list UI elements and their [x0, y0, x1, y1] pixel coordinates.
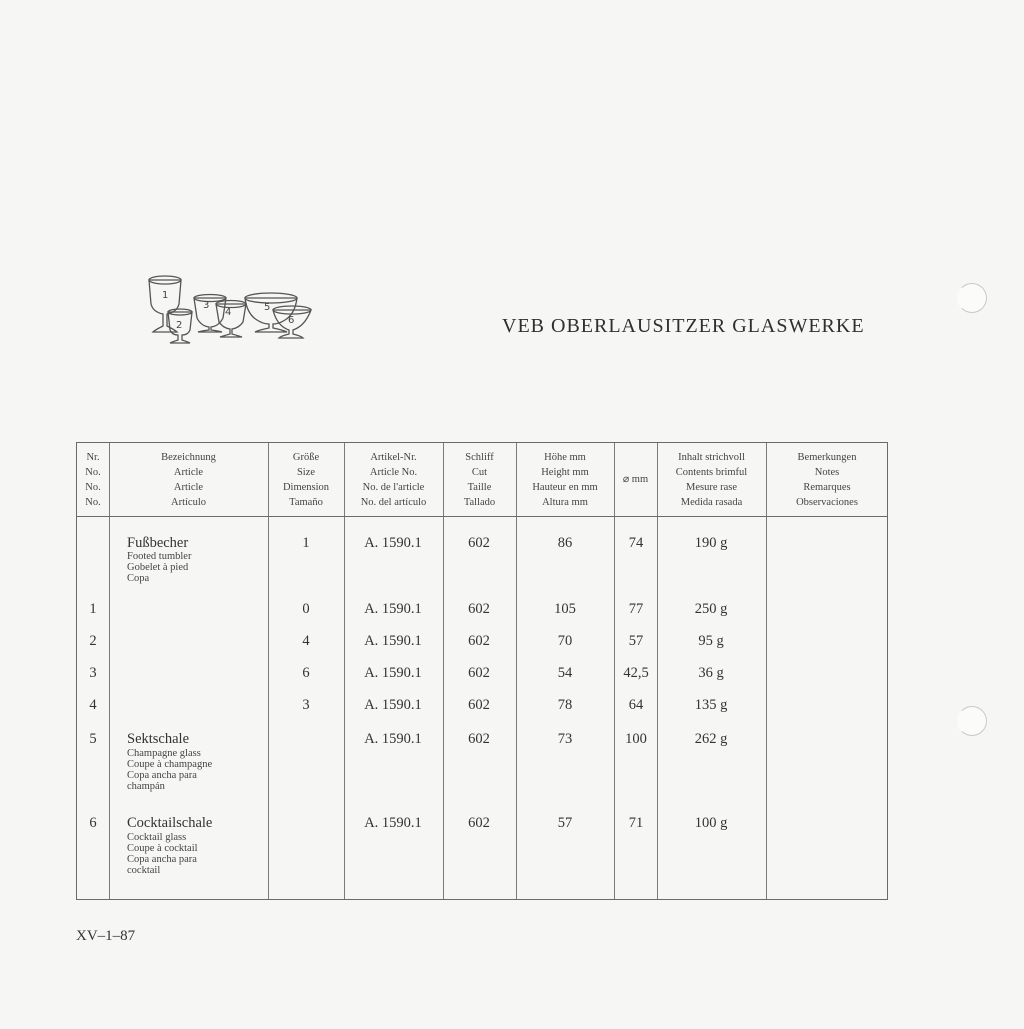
contents-cell: 36 g: [698, 665, 724, 681]
page-code: XV–1–87: [76, 928, 136, 944]
diameter-cell: 71: [628, 815, 644, 831]
article-translation: Cocktail glass: [127, 832, 187, 843]
cut-cell: 602: [468, 633, 490, 649]
punch-hole-bottom: [957, 706, 987, 736]
cut-cell: 602: [468, 535, 490, 551]
header-article: Bezeichnung Article Article Artículo: [161, 451, 216, 508]
article-translation: Copa ancha para: [127, 770, 197, 781]
header-contents: Inhalt strichvoll Contents brimful Mesure rase Medida rasada: [675, 451, 748, 508]
svg-text:2: 2: [176, 320, 183, 331]
contents-cell: 95 g: [698, 633, 724, 649]
contents-cell: 250 g: [694, 601, 728, 617]
header-article-no: Artikel-Nr. Article No. No. de l'article No. del artículo: [360, 451, 427, 508]
height-cell: 70: [557, 633, 573, 649]
height-cell: 78: [557, 697, 573, 713]
header-diameter: ⌀ mm: [622, 474, 649, 485]
row-number: 3: [89, 665, 97, 681]
article-no-cell: A. 1590.1: [364, 535, 422, 551]
height-cell: 57: [557, 815, 573, 831]
diameter-cell: 42,5: [623, 665, 649, 681]
size-cell: 6: [302, 665, 310, 681]
row-number: 4: [89, 697, 97, 713]
article-translation: Coupe à champagne: [127, 759, 213, 770]
contents-cell: 100 g: [694, 815, 728, 831]
size-cell: 0: [302, 601, 310, 617]
height-cell: 105: [554, 601, 576, 617]
cut-cell: 602: [468, 601, 490, 617]
diameter-cell: 100: [625, 731, 647, 747]
cut-cell: 602: [468, 697, 490, 713]
diameter-cell: 64: [628, 697, 644, 713]
article-no-cell: A. 1590.1: [364, 815, 422, 831]
article-translation: champán: [127, 781, 165, 792]
article-no-cell: A. 1590.1: [364, 601, 422, 617]
row-number: 1: [89, 601, 97, 617]
svg-text:5: 5: [264, 302, 271, 313]
cut-cell: 602: [468, 665, 490, 681]
glassware-logo-icon: [145, 268, 320, 348]
header-notes: Bemerkungen Notes Remarques Observaciones: [796, 451, 858, 508]
svg-text:4: 4: [225, 307, 232, 318]
article-translation: Copa: [127, 573, 150, 584]
article-name: Fußbecher: [127, 535, 189, 551]
article-translation: Champagne glass: [127, 748, 201, 759]
svg-text:6: 6: [288, 315, 295, 326]
diameter-cell: 74: [628, 535, 644, 551]
article-translation: Copa ancha para: [127, 854, 197, 865]
article-name: Cocktailschale: [127, 815, 213, 831]
article-name: Sektschale: [127, 731, 190, 747]
contents-cell: 135 g: [694, 697, 728, 713]
svg-text:1: 1: [162, 290, 169, 301]
punch-hole-top: [957, 283, 987, 313]
contents-cell: 190 g: [694, 535, 728, 551]
article-no-cell: A. 1590.1: [364, 731, 422, 747]
header-height: Höhe mm Height mm Hauteur en mm Altura mm: [532, 451, 598, 508]
header-cut: Schliff Cut Taille Tallado: [463, 451, 496, 508]
article-no-cell: A. 1590.1: [364, 633, 422, 649]
row-number: 6: [89, 815, 97, 831]
contents-cell: 262 g: [694, 731, 728, 747]
article-translation: Gobelet à pied: [127, 562, 189, 573]
cut-cell: 602: [468, 815, 490, 831]
size-cell: 4: [302, 633, 310, 649]
height-cell: 86: [557, 535, 573, 551]
header-nr: Nr. No. No. No.: [85, 451, 101, 508]
diameter-cell: 57: [628, 633, 644, 649]
header-size: Größe Size Dimension Tamaño: [282, 451, 330, 508]
cut-cell: 602: [468, 731, 490, 747]
company-name: VEB OBERLAUSITZER GLASWERKE: [502, 315, 865, 337]
height-cell: 73: [557, 731, 573, 747]
size-cell: 3: [302, 697, 310, 713]
height-cell: 54: [557, 665, 573, 681]
diameter-cell: 77: [628, 601, 644, 617]
row-number: 2: [89, 633, 97, 649]
article-no-cell: A. 1590.1: [364, 665, 422, 681]
row-number: 5: [89, 731, 97, 747]
svg-text:3: 3: [203, 300, 210, 311]
article-translation: cocktail: [127, 865, 161, 876]
size-cell: 1: [302, 535, 310, 551]
product-table: [76, 442, 888, 900]
article-no-cell: A. 1590.1: [364, 697, 422, 713]
article-translation: Coupe à cocktail: [127, 843, 198, 854]
article-translation: Footed tumbler: [127, 551, 192, 562]
